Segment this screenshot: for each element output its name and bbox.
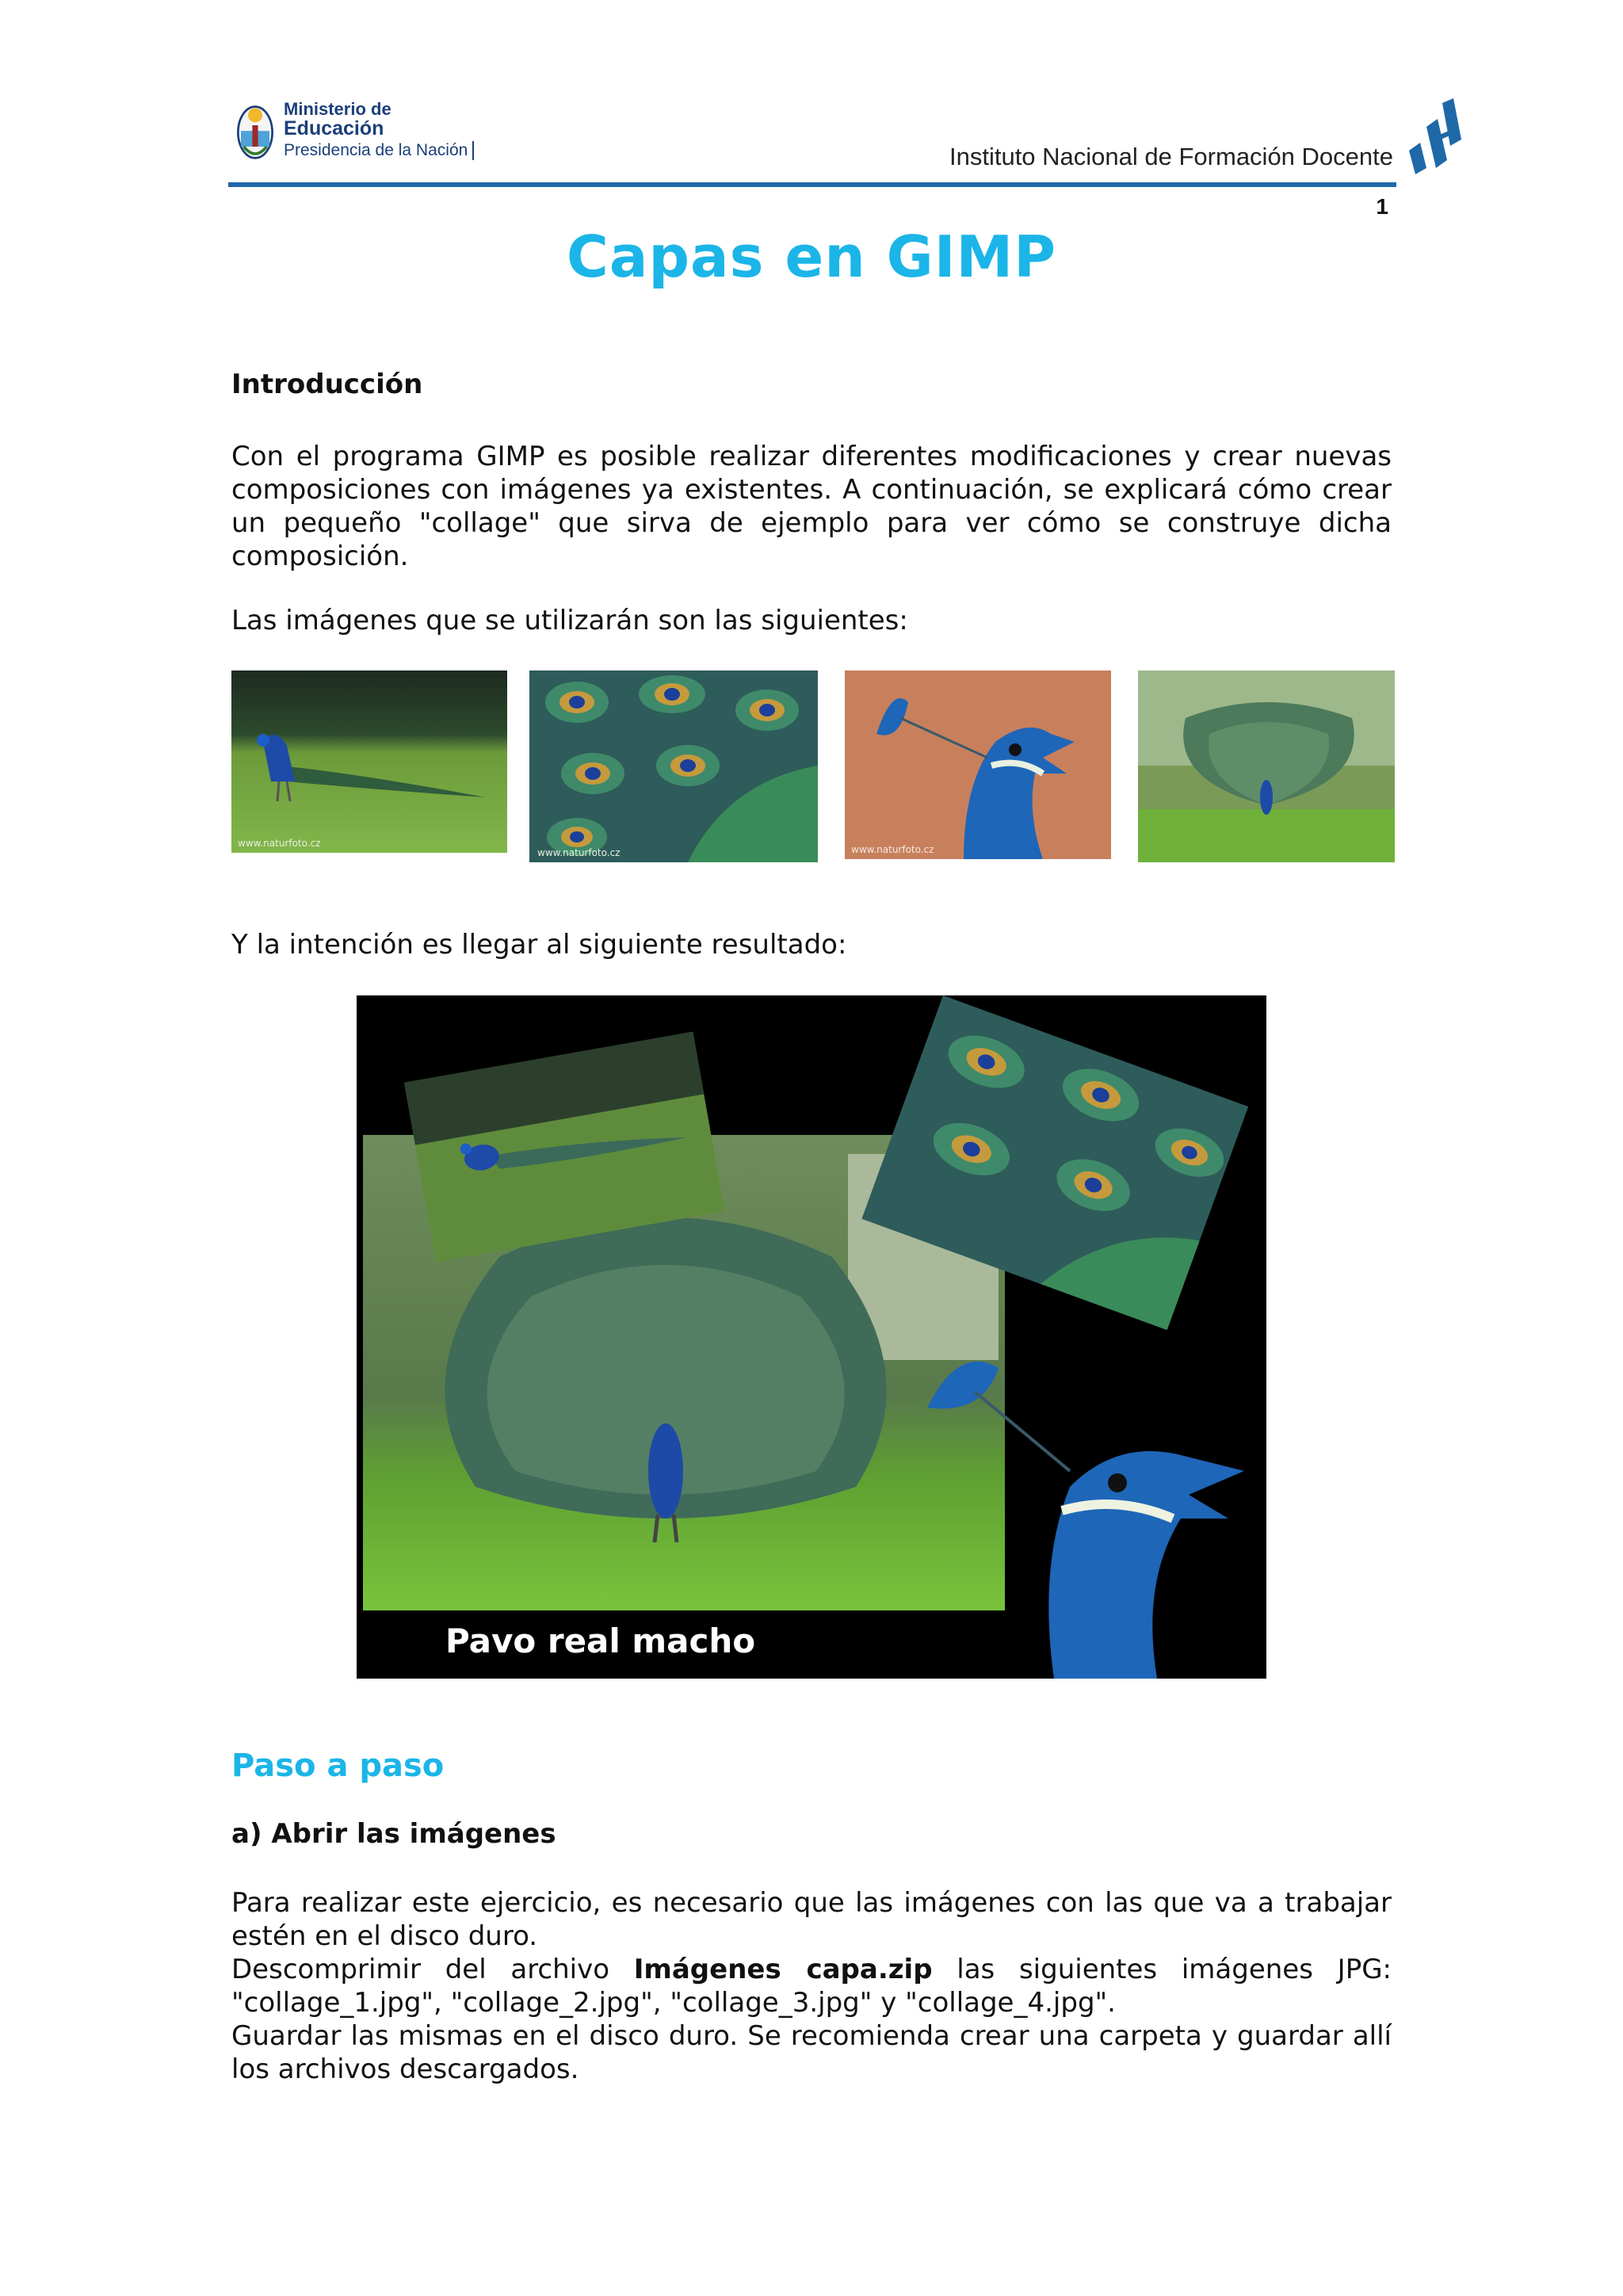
thumbnail-watermark: www.naturfoto.cz [851, 844, 934, 855]
page-title: Capas en GIMP [567, 223, 1056, 290]
step-a-paragraph [231, 1886, 1392, 2086]
intro-paragraph [231, 440, 1392, 573]
ministry-line1: Ministerio de [284, 99, 391, 119]
thumbnail-peacock-head [845, 670, 1111, 859]
zip-filename: Imágenes capa.zip [633, 1954, 933, 1985]
step-a-line3: Guardar las mismas en el disco duro. Se recomienda crear una carpeta y guardar allí los archivos descargados. [231, 2020, 1392, 2085]
thumbnail-watermark: www.naturfoto.cz [537, 847, 621, 858]
result-lead: Y la intención es llegar al siguiente resultado: [231, 929, 847, 961]
coat-of-arms-icon [231, 97, 279, 168]
header-rule [228, 182, 1396, 187]
thumbnail-peacock-on-grass [231, 670, 507, 853]
ministry-line2: Educación [284, 117, 384, 139]
thumbnail-peacock-feathers [529, 670, 818, 862]
thumbnail-watermark: www.naturfoto.cz [238, 838, 321, 849]
step-a-line2-post: las siguientes imágenes JPG: "collage_1.jpg", "collage_2.jpg", "collage_3.jpg" y "collage_4.jpg". [231, 1954, 1392, 2019]
institute-name: Instituto Nacional de Formación Docente [949, 143, 1393, 170]
step-a-line1: Para realizar este ejercicio, es necesario que las imágenes con las que va a trabajar estén en el disco duro. [231, 1887, 1392, 1952]
step-a-line2-pre: Descomprimir del archivo [231, 1954, 634, 1985]
intro-heading: Introducción [231, 369, 423, 400]
page-number: 1 [1376, 194, 1388, 219]
thumbnail-peacock-display [1138, 670, 1395, 862]
step-a-line2 [231, 1953, 1392, 2019]
infd-logo-icon [1403, 95, 1466, 182]
collage-result-image [357, 995, 1266, 1679]
steps-heading: Paso a paso [231, 1748, 445, 1784]
step-a-heading: a) Abrir las imágenes [231, 1818, 556, 1850]
collage-caption: Pavo real macho [445, 1622, 756, 1660]
intro-paragraph-text: Con el programa GIMP es posible realizar diferentes modificaciones y crear nuevas composiciones con imágenes ya existentes. A continuación, se explicará cómo crear un pequeño "collage" que sirva de ejemplo para ver cómo se construye dicha composición. [231, 441, 1392, 572]
images-lead: Las imágenes que se utilizarán son las siguientes: [231, 605, 908, 636]
ministry-line3: Presidencia de la Nación [284, 141, 474, 160]
